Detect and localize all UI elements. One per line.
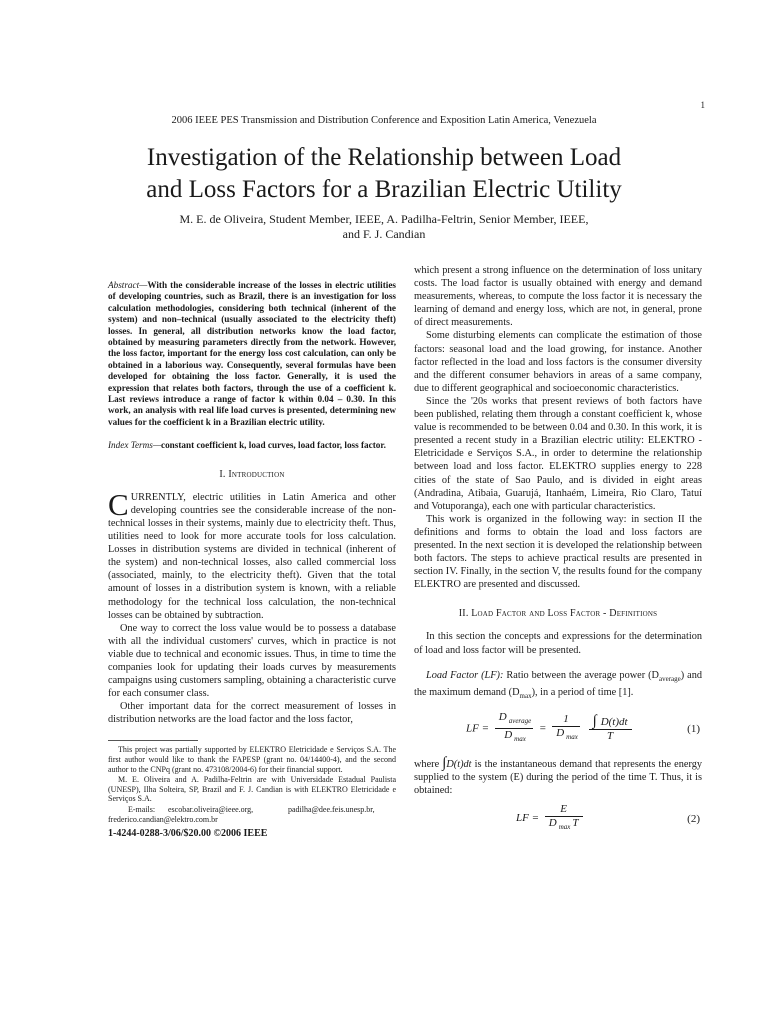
eq1-fraction-2 [552,713,580,744]
load-factor-term: Load Factor (LF): [426,669,504,681]
intro-paragraph-1-text: URRENTLY, electric utilities in Latin America and other developing countries see the considerable increase of the non-technical losses in their systems, mainly due to electricity theft. Thus, utilities need to look for more accurate tools for loss calculation. Losses in distribution systems are divided in technical (inherent of the system) and non-technical losses, also called commercial loss (associated, mainly, to the electricity theft). Given that the total amount of losses in a distribution system is known, with a reliable methodology for the technical loss calculation, the non-technical losses can be obtained by subtraction. [108,491,396,621]
where-text: is the instantaneous demand that represents the energy supplied to the system (E) during the period of the time T. Thus, it is obtained: [414,758,703,797]
equation-2 [414,803,702,837]
index-terms-text: constant coefficient k, load curves, load factor, loss factor. [161,440,386,451]
conference-header: 2006 IEEE PES Transmission and Distribution Conference and Exposition Latin America, Venezuela [171,115,597,126]
eq1-frac3-num: ∫ D(t)dt [589,715,632,730]
right-column [414,264,702,837]
where-integrand: D(t)dt [446,758,472,770]
right-paragraph-1: which present a strong influence on the determination of loss unitary costs. The load factor is usually obtained with energy and demand measurements, whereas, to compute the loss factor it is necessary the learning of demand and energy loss, which are not, in general, prone of direct measurements. [414,265,702,329]
where-pre: where [414,758,440,770]
section-heading-introduction: I. Introduction [219,468,285,480]
email-padilha[interactable]: padilha@dee.feis.unesp.br, [288,805,375,815]
eq1-fraction-3 [589,712,632,743]
copyright-line: 1-4244-0288-3/06/$20.00 ©2006 IEEE [108,827,268,839]
eq1-frac1-num: D $_{average}$ [495,711,534,729]
lf-text-1: Ratio between the average power (D [506,669,659,681]
authors-line-1: M. E. de Oliveira, Student Member, IEEE, A. Padilha-Feltrin, Senior Member, IEEE, [179,212,589,226]
right-paragraph-2: Some disturbing elements can complicate the estimation of those factors: seasonal load and the load growing, for instance. Another factor reflected in the load and loss factors is the consumer diversity and the different consumer behaviors in areas of a same company, due to different geographical and socioeconomic characteristics. [414,330,702,394]
right-paragraph-3: Since the '20s works that present reviews of both factors have been published, relating them through a constant coefficient k, whose value is recommended to be between 0.04 and 0.30. In this work, it is presented a recent study in a Brazilian electric utility: ELEKTRO - Eletricidade e Serviços S.A., in order to determine the relationship between load and loss factor. ELEKTRO supplies energy to 228 cities of the state of Sao Paulo, and is divided in eight areas (Andradina, Atibaia, Guarujá, Itanhaém, Limeira, Rio Claro, Tatuí and Votuporanga), each one with particular characteristics. [414,395,702,512]
page-number: 1 [700,100,705,110]
where-paragraph [414,754,703,797]
eq1-frac2-num: 1 [552,713,580,727]
eq1-frac2-den: D $_{max}$ [556,727,578,742]
title-line-2: and Loss Factors for a Brazilian Electric Utility [146,176,622,203]
abstract-text: With the considerable increase of the losses in electric utilities of developing countries, such as Brazil, there is an investigation for loss calculation methodologies, considering both technical (inherent of the system) and non–technical (usually associated to the electricity theft) losses. In general, all distribution networks know the load factor, obtained by measuring parameters directly from the network. However, the loss factor, important for the energy loss cost calculation, can only be obtained in a laborious way. Consequently, several formulas have been developed for obtaining the loss factor. Generally, it is used the expression that relates both factors, through the use of a coefficient k. Last reviews introduce a range of factor k within 0.04 – 0.30. In this work, an analysis with real life load curves is presented, determining new values for the coefficient k in a Brazilian electric utility. [108,280,396,427]
equation-2-number: (2) [687,813,700,826]
footnote-funding: This project was partially supported by ELEKTRO Eletricidade e Serviços S.A. The first author would like to thank the FAPESP (grant no. 04/14400-4), and the second author to the CNPq (grant no. 473108/2004-6) for their financial support. [108,745,396,775]
eq2-num: E [545,803,583,817]
index-terms-lead: Index Terms— [108,440,161,451]
email-oliveira[interactable]: escobar.oliveira@ieee.org, [168,805,254,815]
emails-label: E-mails: [128,805,156,815]
lf-sub-max: max [519,691,532,700]
left-column [108,280,396,840]
eq1-frac3-den: T [607,729,614,742]
definitions-intro: In this section the concepts and expressions for the determination of load and loss factor will be presented. [414,631,702,656]
where-integral: ∫ [442,754,447,771]
eq1-frac1-den: D $_{max}$ [504,729,526,744]
eq2-den: D $_{max}$ T [548,817,579,832]
equation-2-body [516,803,586,834]
author-list [90,212,678,242]
eq1-fraction-1 [495,711,534,747]
load-factor-definition [414,669,702,703]
drop-cap: C [108,486,129,522]
footnote-emails [108,805,396,815]
abstract-lead: Abstract— [108,280,148,290]
intro-paragraph-3: Other important data for the correct measurement of losses in distribution networks are the load factor and the loss factor, [108,701,396,726]
lf-text-3: ), in a period of time [1]. [531,686,634,698]
intro-paragraph-1 [108,486,396,622]
paper-title [60,142,708,206]
index-terms [108,440,396,451]
eq2-fraction [545,803,583,834]
eq2-lhs: LF = [516,812,540,825]
footnote-divider [108,740,198,741]
section-heading-definitions: II. Load Factor and Loss Factor - Definitions [458,608,658,620]
abstract [108,280,396,428]
equation-1 [414,707,702,751]
email-candian[interactable]: frederico.candian@elektro.com.br [108,815,218,825]
equation-1-number: (1) [687,722,700,735]
lf-sub-average: average [658,674,681,683]
equation-1-body [466,711,635,747]
authors-line-2: and F. J. Candian [342,227,426,241]
intro-paragraph-2: One way to correct the loss value would be to possess a database with all the individual customers' curves, which in practice is not viable due to technical and economic issues. Thus, in time to time the companies look for updating their loads curves by measurements campaigns using customers sampling, obtaining a characteristic curve for each consumer class. [108,622,396,700]
lf-text-2: ) and the maximum demand (D [414,669,703,698]
footnote-affiliations: M. E. Oliveira and A. Padilha-Feltrin are with Universidade Estadual Paulista (UNESP), Ilha Solteira, SP, Brazil and F. J. Candian is with ELEKTRO Eletricidade e Serviços S.A. [108,774,396,804]
eq1-lhs: LF = [466,722,490,735]
eq1-equals: = [539,722,547,735]
right-paragraph-4: This work is organized in the following way: in section II the definitions and forms to obtain the load and loss factors are presented. In the next section it is developed the relationship between both factors. The steps to achieve practical results are presented in section IV. Finally, in the section V, the results found for the company ELEKTRO are presented and discussed. [414,513,702,591]
title-line-1: Investigation of the Relationship between Load [146,144,622,171]
